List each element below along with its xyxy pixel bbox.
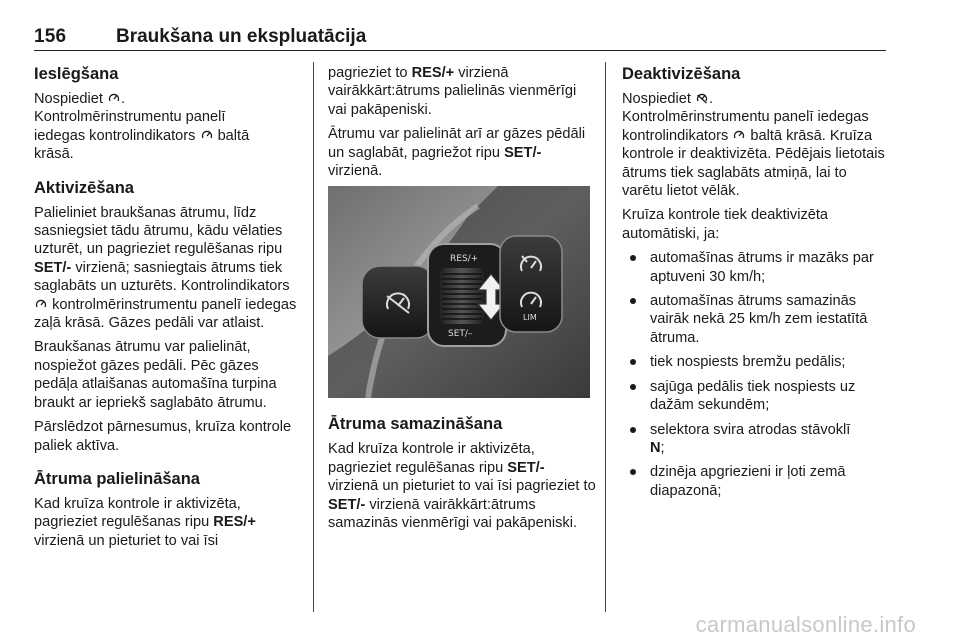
text-color: krāsā. xyxy=(34,146,74,163)
text-decrease-a: Kad kruīza kontrole ir aktivizēta, pagrieziet regulēšanas ripu xyxy=(328,441,535,476)
text-activation-a: Palieliniet braukšanas ātrumu, līdz sasniegsiet tādu ātrumu, kādu vēlaties uzturēt, un pagrieziet regulēšanas ripu xyxy=(34,204,283,258)
text-gas-a: Ātrumu var palielināt arī ar gāzes pēdāli un saglabāt, pagriežot ripu xyxy=(328,126,586,161)
page-number: 156 xyxy=(34,26,67,47)
bullet-icon xyxy=(630,298,636,304)
text-set-minus: SET/- xyxy=(507,459,545,476)
text-decrease-b: virzienā un pieturiet to vai īsi pagrieziet to xyxy=(328,478,596,495)
para-increase-cont xyxy=(328,64,596,119)
header-rule xyxy=(34,50,886,51)
para-auto-deactivation: Kruīza kontrole tiek deaktivizēta automātiski, ja: xyxy=(622,207,829,242)
lim-label: LIM xyxy=(523,313,537,323)
column-divider-right xyxy=(605,62,606,612)
list-item xyxy=(622,353,888,371)
text-cont-a: pagrieziet to xyxy=(328,65,408,81)
cruise-control-icon xyxy=(733,129,745,141)
heading-switch-on: Ieslēgšana xyxy=(34,65,119,83)
res-plus-label: RES/+ xyxy=(450,254,479,265)
column-right xyxy=(622,64,888,506)
text-lights: iedegas kontrolindikators xyxy=(34,127,196,144)
watermark: carmanualsonline.info xyxy=(695,612,916,637)
text-set-minus: SET/- xyxy=(504,144,542,161)
text-period: . xyxy=(121,91,126,107)
para-gas-pedal xyxy=(328,125,596,180)
text-activation-c: kontrolmērinstrumentu panelī iedegas zaļā krāsā. Gāzes pedāli var atlaist. xyxy=(34,296,297,332)
list-item-end: ; xyxy=(660,439,665,456)
text-gas-b: virzienā. xyxy=(328,163,383,180)
bullet-icon xyxy=(630,427,636,433)
para-shift: Pārslēdzot pārnesumus, kruīza kontrole paliek aktīva. xyxy=(34,419,292,454)
text-white: baltā xyxy=(217,127,250,144)
bullet-icon xyxy=(630,469,636,475)
text-set-minus: SET/- xyxy=(34,259,72,276)
cruise-control-icon xyxy=(201,129,213,141)
list-item xyxy=(622,292,888,347)
column-divider-left xyxy=(313,62,314,612)
text-panel: Kontrolmērinstrumentu panelī xyxy=(34,109,226,126)
page-header xyxy=(34,8,886,52)
cruise-control-off-icon xyxy=(696,92,708,104)
text-period: . xyxy=(709,91,714,107)
text-press: Nospiediet xyxy=(34,91,103,107)
list-item-text: dzinēja apgriezieni ir ļoti zemā diapazonā; xyxy=(650,464,846,499)
para-activation xyxy=(34,204,304,333)
text-res-plus: RES/+ xyxy=(213,514,256,531)
deactivation-conditions-list xyxy=(622,249,888,500)
heading-decrease-speed: Ātruma samazināšana xyxy=(328,415,503,434)
set-minus-label: SET/– xyxy=(448,329,473,340)
heading-activation: Aktivizēšana xyxy=(34,178,134,197)
para-decrease xyxy=(328,440,596,532)
list-item xyxy=(622,421,888,458)
list-item-text: sajūga pedālis tiek nospiests uz dažām sekundēm; xyxy=(650,378,856,414)
text-deact-b: baltā krāsā. Kruīza kontrole ir deaktivizēta. Pēdējais lietotais ātrums tiek saglabāts atmiņā, lai to varētu lietot vēlāk. xyxy=(622,127,885,200)
list-item-text: automašīnas ātrums samazinās vairāk nekā 25 km/h zem iestatītā ātruma. xyxy=(650,293,868,346)
text-activation-b: virzienā; sasniegtais ātrums tiek saglabāts un uzturēts. Kontrolindikators xyxy=(34,259,290,295)
list-item-text: automašīnas ātrums ir mazāks par aptuveni 30 km/h; xyxy=(650,250,874,285)
cruise-control-icon xyxy=(108,92,120,104)
bullet-icon xyxy=(630,255,636,261)
column-middle xyxy=(328,64,596,538)
column-left xyxy=(34,64,304,556)
para-deactivation xyxy=(622,90,888,200)
list-item xyxy=(622,463,888,500)
steering-wheel-controls-photo xyxy=(328,186,590,398)
list-item xyxy=(622,378,888,415)
para-switch-on xyxy=(34,90,304,164)
list-item-text: selektora svira atrodas stāvoklī xyxy=(650,421,851,438)
text-press: Nospiediet xyxy=(622,91,691,107)
gear-n-text: N xyxy=(650,439,661,456)
list-item xyxy=(622,249,888,286)
running-title: Braukšana un ekspluatācija xyxy=(116,26,367,47)
text-increase-a: Kad kruīza kontrole ir aktivizēta, pagrieziet regulēšanas ripu xyxy=(34,495,241,531)
para-increase xyxy=(34,495,304,550)
text-set-minus: SET/- xyxy=(328,496,366,513)
heading-increase-speed: Ātruma palielināšana xyxy=(34,469,200,488)
text-res-plus: RES/+ xyxy=(411,65,455,81)
heading-deactivation: Deaktivizēšana xyxy=(622,65,741,83)
cruise-control-icon xyxy=(35,298,47,310)
text-deact-a: Kontrolmērinstrumentu panelī iedegas kontrolindikators xyxy=(622,109,869,144)
text-decrease-c: virzienā vairākkārt:ātrums samazinās vienmērīgi vai pakāpeniski. xyxy=(328,496,578,532)
text-increase-b: virzienā un pieturiet to vai īsi xyxy=(34,532,219,549)
text-cont-b: virzienā vairākkārt:ātrums palielinās vienmērīgi vai pakāpeniski. xyxy=(328,65,577,118)
para-accelerate: Braukšanas ātrumu var palielināt, nospiežot gāzes pedāli. Pēc gāzes pedāļa atlaišanas automašīna turpina braukt ar iepriekš saglabāto ātrumu. xyxy=(34,339,277,411)
list-item-text: tiek nospiests bremžu pedālis; xyxy=(650,354,846,371)
bullet-icon xyxy=(630,359,636,365)
bullet-icon xyxy=(630,384,636,390)
